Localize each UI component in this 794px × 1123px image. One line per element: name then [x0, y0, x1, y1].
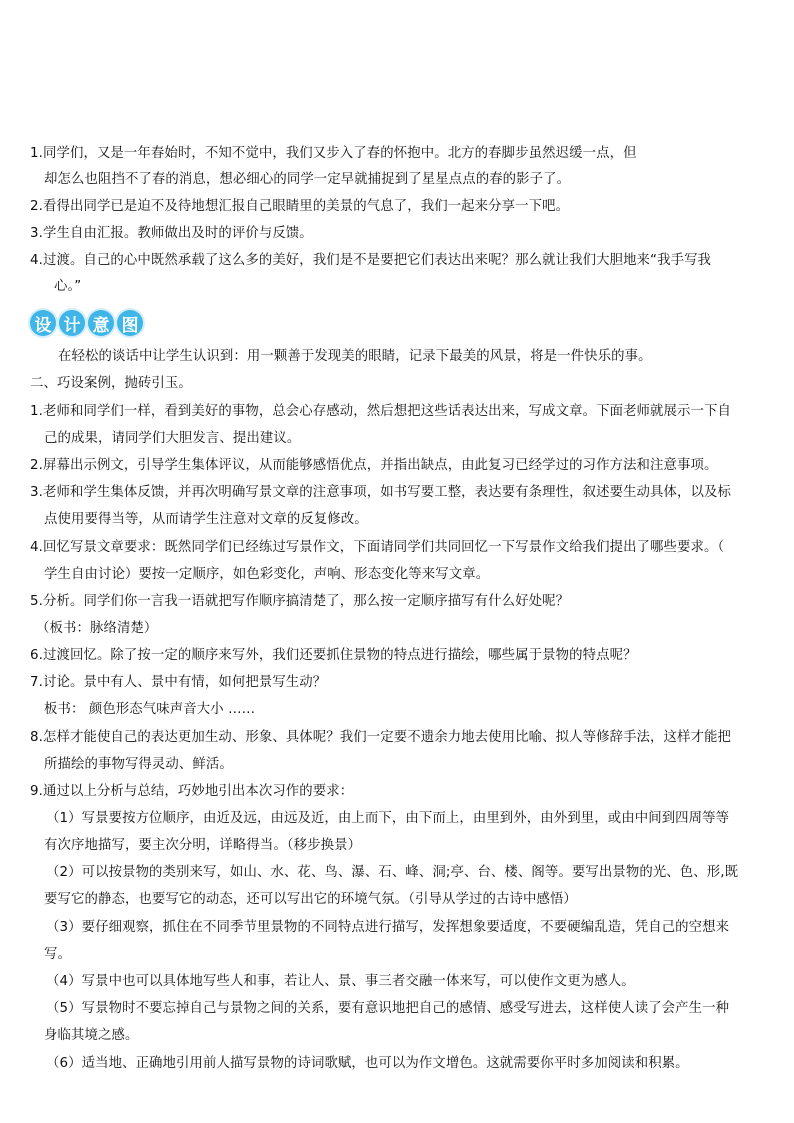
paragraph-line: （3）要仔细观察，抓住在不同季节里景物的不同特点进行描写，发挥想象要适度，不要硬编乱造，凭自己的空想来 [46, 920, 730, 935]
design-intent-badge [30, 308, 146, 338]
paragraph-line: 7.讨论。景中有人、景中有情，如何把景写生动？ [30, 675, 327, 690]
section-heading: 二、巧设案例，抛砖引玉。 [30, 376, 192, 391]
paragraph-line: 点使用要得当等，从而请学生注意对文章的反复修改。 [44, 512, 368, 527]
paragraph-line: 3.学生自由汇报。教师做出及时的评价与反馈。 [30, 226, 313, 241]
paragraph-line: 2.看得出同学已是迫不及待地想汇报自己眼睛里的美景的气息了，我们一起来分享一下吧。 [30, 199, 570, 214]
paragraph-line: 6.过渡回忆。除了按一定的顺序来写外，我们还要抓住景物的特点进行描绘，哪些属于景物的特点呢？ [30, 648, 637, 663]
paragraph-line: 所描绘的事物写得灵动、鲜活。 [44, 757, 233, 772]
badge-char: 计 [59, 310, 85, 336]
paragraph-line: 9.通过以上分析与总结，巧妙地引出本次习作的要求： [30, 784, 354, 799]
paragraph-line: 4.回忆写景文章要求：既然同学们已经练过写景作文，下面请同学们共同回忆一下写景作文给我们提出了哪些要求。（ [30, 540, 725, 555]
paragraph-line: 要写它的静态，也要写它的动态，还可以写出它的环境气氛。（引导从学过的古诗中感悟） [44, 892, 577, 907]
paragraph-line: 写。 [44, 947, 71, 962]
paragraph-line: 却怎么也阻挡不了春的消息，想必细心的同学一定早就捕捉到了星星点点的春的影子了。 [44, 172, 571, 187]
paragraph-line: （板书：脉络清楚） [36, 621, 158, 636]
paragraph-line: 心。” [54, 279, 82, 294]
paragraph-line: （2）可以按景物的类别来写，如山、水、花、鸟、瀑、石、峰、洞;亭、台、楼、阁等。要写出景物的光、色、形,既 [46, 865, 739, 880]
badge-char: 意 [88, 310, 114, 336]
paragraph-line: 板书： 颜色形态气味声音大小 …… [44, 702, 256, 717]
paragraph-line: 1.同学们，又是一年春始时，不知不觉中，我们又步入了春的怀抱中。北方的春脚步虽然迟缓一点，但 [30, 146, 637, 161]
paragraph-line: 4.过渡。自己的心中既然承载了这么多的美好，我们是不是要把它们表达出来呢？那么就让我们大胆地来“我手写我 [30, 253, 712, 268]
paragraph-line: 5.分析。同学们你一言我一语就把写作顺序搞清楚了，那么按一定顺序描写有什么好处呢？ [30, 594, 570, 609]
paragraph-line: 有次序地描写，要主次分明，详略得当。（移步换景） [44, 838, 362, 853]
paragraph-line: 3.老师和学生集体反馈，并再次明确写景文章的注意事项，如书写要工整，表达要有条理性，叙述要生动具体，以及标 [30, 485, 731, 500]
paragraph-line: 己的成果，请同学们大胆发言、提出建议。 [44, 431, 301, 446]
paragraph-line: 8.怎样才能使自己的表达更加生动、形象、具体呢？我们一定要不遗余力地去使用比喻、拟人等修辞手法，这样才能把 [30, 730, 731, 745]
paragraph-line: （5）写景物时不要忘掉自己与景物之间的关系，要有意识地把自己的感情、感受写进去，这样使人读了会产生一种 [46, 1001, 730, 1016]
paragraph-line: 2.屏幕出示例文，引导学生集体评议，从而能够感悟优点，并指出缺点，由此复习已经学过的习作方法和注意事项。 [30, 458, 718, 473]
badge-char: 图 [117, 310, 143, 336]
badge-char: 设 [30, 310, 56, 336]
paragraph-line: （4）写景中也可以具体地写些人和事，若让人、景、事三者交融一体来写，可以使作文更为感人。 [46, 974, 635, 989]
paragraph-line: （6）适当地、正确地引用前人描写景物的诗词歌赋，也可以为作文增色。这就需要你平时多加阅读和积累。 [46, 1056, 689, 1071]
paragraph-line: （1）写景要按方位顺序，由近及远，由远及近，由上而下，由下而上，由里到外，由外到里，或由中间到四周等等 [46, 811, 730, 826]
paragraph-line: 1.老师和同学们一样，看到美好的事物，总会心存感动，然后想把这些话表达出来，写成文章。下面老师就展示一下自 [30, 404, 731, 419]
paragraph-line: 身临其境之感。 [44, 1028, 139, 1043]
paragraph-line: 学生自由讨论）要按一定顺序，如色彩变化，声响、形态变化等来写文章。 [44, 567, 490, 582]
paragraph-line: 在轻松的谈话中让学生认识到：用一颗善于发现美的眼睛，记录下最美的风景，将是一件快乐的事。 [58, 349, 652, 364]
